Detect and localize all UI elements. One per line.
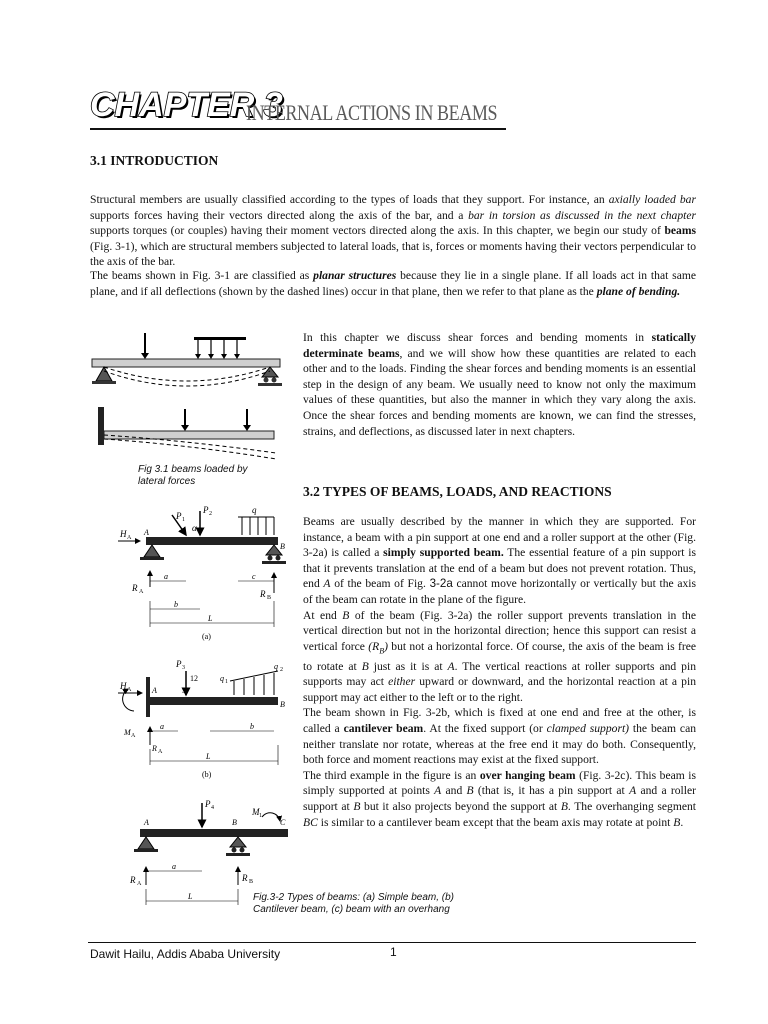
text-run: but it also projects beyond the support at — [360, 800, 561, 813]
caption-line: Cantilever beam, (c) beam with an overhang — [253, 904, 450, 915]
label-sub: 4 — [211, 805, 214, 811]
label-a: a — [164, 572, 168, 581]
text-run: and — [441, 784, 467, 798]
text-run: A — [447, 659, 455, 673]
label-sub: B — [267, 595, 272, 601]
label-P1: P — [176, 511, 182, 521]
beam-b — [118, 659, 285, 779]
label-HA: H — [120, 529, 127, 539]
text-run: Structural members are usually classified according to the types of loads that they support. For instance, an — [90, 193, 609, 206]
text-run: (Fig. 3-2c). This beam is simply supported at points — [303, 768, 697, 798]
text-run: A — [323, 577, 331, 591]
fig-3-1-caption — [138, 464, 248, 488]
text-run: In this chapter we discuss shear forces and bending moments in — [303, 331, 652, 344]
text-run: B — [379, 646, 385, 656]
text-run: . The vertical reactions at roller supports and pin supports may act — [303, 659, 696, 689]
label-a: a — [160, 722, 164, 731]
label-P2: P — [203, 505, 209, 515]
text-run: The third example in the figure is an — [303, 768, 480, 782]
text-run: (that is, it has a pin support at — [473, 784, 630, 798]
text-run: BC — [303, 815, 318, 829]
text-run: simply supported beam. — [383, 546, 504, 560]
text-run: clamped support) — [546, 722, 630, 736]
label-A: A — [144, 818, 149, 827]
text-run: Beams are usually described by the manner in which they are supported. For instance, a beam with a pin support at one end and a roller support at the other (Fig. 3-2a) is called a — [303, 515, 696, 560]
text-run: axially loaded bar — [608, 193, 696, 206]
text-run: plane of bending. — [596, 284, 681, 298]
label-L: L — [206, 752, 211, 761]
text-run: . The overhanging segment — [567, 800, 696, 813]
label-b: b — [174, 600, 178, 609]
text-run: cantilever beam — [343, 722, 424, 736]
text-run: just as it is at — [368, 659, 448, 673]
text-run: and a roller support at — [303, 784, 696, 813]
label-sub: 2 — [280, 667, 283, 673]
label-sub: 3 — [182, 665, 185, 671]
label-sub: 2 — [209, 511, 212, 517]
footer-rule — [88, 942, 696, 943]
label-c: c — [252, 572, 256, 581]
label-M1: M — [252, 807, 260, 817]
label-sub: A — [158, 749, 163, 755]
page-number: 1 — [390, 945, 397, 959]
text-run: B — [353, 800, 361, 813]
caption-line: Fig 3.1 beams loaded by — [138, 464, 248, 475]
text-run: The beam shown in Fig. 3-2b, which is fixed at one end and free at the other, is called a — [303, 706, 696, 736]
caption-line: Fig.3-2 Types of beams: (a) Simple beam, (b) — [253, 892, 454, 903]
text-run: supports forces having their vectors directed along the axis of the bar, and a — [90, 208, 469, 222]
text-run: , and we will show how these quantities are related to each other and to the loads. Finding the shear forces and bending moments is an essential step in the design of any beam. We usually need to know not only the maximum values of these quantities, but also the manner in which they vary along the axis. Once the shear forces and bending moments are known, we can find the stresses, strains, and deflections, as discussed later in next chapters. — [303, 346, 696, 438]
text-run: . At the fixed support (or — [423, 722, 547, 736]
label-RA: R — [152, 744, 157, 753]
ground — [92, 381, 116, 384]
label-5: 5 — [182, 686, 186, 695]
label-A: A — [144, 528, 149, 537]
pin-support — [96, 367, 112, 381]
text-run: (R — [368, 639, 380, 653]
text-run: (Fig. 3-1), which are structural members subjected to lateral loads, that is, forces or moments having their vectors perpendicular to the axis of the bar. — [90, 239, 696, 269]
text-run: either — [388, 675, 416, 689]
text-run: is similar to a cantilever beam except that the beam axis may rotate at point — [317, 815, 674, 829]
label-sub: B — [249, 879, 254, 885]
text-run: cannot move horizontally or vertically but the axis of the beam can rotate in the plane of the figure. — [303, 577, 696, 606]
label-RB: R — [260, 589, 266, 599]
label-RB: R — [242, 873, 248, 883]
text-run: B — [560, 800, 568, 813]
text-run: of the beam (Fig. 3-2a) the roller support prevents translation in the vertical direction but not in the horizontal direction; hence this support can resist a vertical force — [303, 608, 696, 653]
types-paragraph — [303, 514, 696, 830]
text-run: A — [434, 784, 442, 798]
fig-label-b: (b) — [202, 770, 212, 779]
section-heading-types-of-beams: 3.2 TYPES OF BEAMS, LOADS, AND REACTIONS — [303, 484, 612, 499]
chapter-rule — [90, 128, 506, 130]
text-run: The essential feature of a pin support is that it prevents translation at the end of a beam but does not prevent rotation. Thus, end — [303, 546, 696, 591]
text-run: over hanging beam — [479, 768, 576, 782]
text-run: bar in torsion as discussed in the next chapter — [468, 208, 696, 222]
text-run: 3-2a — [429, 577, 453, 591]
label-B: B — [232, 818, 237, 827]
text-run: supports torques (or couples) having their moment vectors directed along the axis. In this chapter, we begin our study of — [90, 224, 665, 238]
label-B: B — [280, 700, 285, 709]
fig-3-1-diagram — [90, 325, 290, 465]
distributed-load-bar — [194, 337, 246, 340]
label-a: a — [172, 862, 176, 871]
text-run: A — [629, 784, 637, 798]
label-alpha: α — [192, 523, 197, 533]
cantilever-beam — [104, 431, 274, 439]
text-run: . — [680, 815, 684, 829]
text-run: ) — [384, 639, 388, 653]
fig-3-2-diagram — [110, 505, 300, 915]
label-sub: A — [131, 733, 136, 739]
label-b: b — [250, 722, 254, 731]
label-q2: q — [274, 662, 278, 671]
caption-line: lateral forces — [138, 476, 196, 487]
label-sub: A — [127, 535, 132, 541]
text-run: beams — [664, 224, 696, 238]
label-sub: A — [139, 589, 144, 595]
planar-paragraph — [90, 268, 696, 299]
label-sub: 1 — [182, 517, 185, 523]
text-run: B — [466, 784, 474, 798]
label-sub: A — [127, 687, 132, 693]
label-12: 12 — [190, 674, 198, 683]
label-MA: M — [124, 728, 131, 737]
label-C: C — [280, 818, 286, 827]
footer-author: Dawit Hailu, Addis Ababa University — [90, 947, 281, 961]
fig-label-a: (a) — [202, 632, 211, 641]
label-sub: 1 — [259, 813, 262, 819]
label-q1: q — [220, 674, 224, 683]
label-sub: 1 — [225, 679, 228, 685]
text-run: planar structures — [313, 269, 397, 282]
text-run: The beams shown in Fig. 3-1 are classified as — [90, 269, 314, 282]
beam-c — [129, 799, 288, 905]
label-RA: R — [130, 875, 136, 885]
beam-a — [118, 505, 286, 641]
text-run: but not a horizontal force. Of course, the axis of the beam is free to rotate at — [303, 639, 696, 673]
fixed-wall — [98, 407, 104, 445]
chapter-title: INTERNAL ACTIONS IN BEAMS — [246, 100, 498, 125]
statically-determinate-paragraph — [303, 330, 696, 439]
intro-paragraph — [90, 192, 696, 270]
section-heading-introduction: 3.1 INTRODUCTION — [90, 153, 219, 168]
text-run: B — [361, 659, 369, 673]
label-A: A — [152, 686, 157, 695]
text-run: statically determinate beams — [303, 331, 696, 360]
chapter-word: CHAPTER 3 — [90, 86, 283, 124]
text-run: the beam can neither translate nor rotate, whereas at the free end it may do both. Consequently, both force and moment reactions may exist at the fixed support. — [303, 722, 697, 767]
label-B: B — [280, 542, 285, 551]
text-run: of the beam of Fig. — [330, 577, 430, 591]
label-P4: P — [205, 799, 211, 809]
fig-3-2-caption — [253, 892, 454, 916]
label-q: q — [252, 505, 257, 515]
text-run: B — [342, 608, 350, 622]
label-RA: R — [132, 583, 138, 593]
text-run: At end — [303, 608, 343, 622]
load-arrowhead — [141, 353, 149, 359]
label-L: L — [188, 892, 193, 901]
text-run: upward or downward, and the horizontal reaction at a pin support may act either to the left or to the right. — [303, 675, 696, 704]
label-HA: H — [120, 681, 127, 691]
distributed-load-arrows — [198, 339, 237, 357]
text-run: B — [673, 815, 681, 829]
label-L: L — [208, 614, 213, 623]
text-run: because they lie in a single plane. If all loads act in that same plane, and if all deflections (shown by the dashed lines) occur in that plane, then we refer to that plane as the — [90, 269, 696, 298]
label-P3: P — [176, 659, 182, 669]
label-sub: A — [137, 881, 142, 887]
beam-top — [92, 359, 280, 367]
